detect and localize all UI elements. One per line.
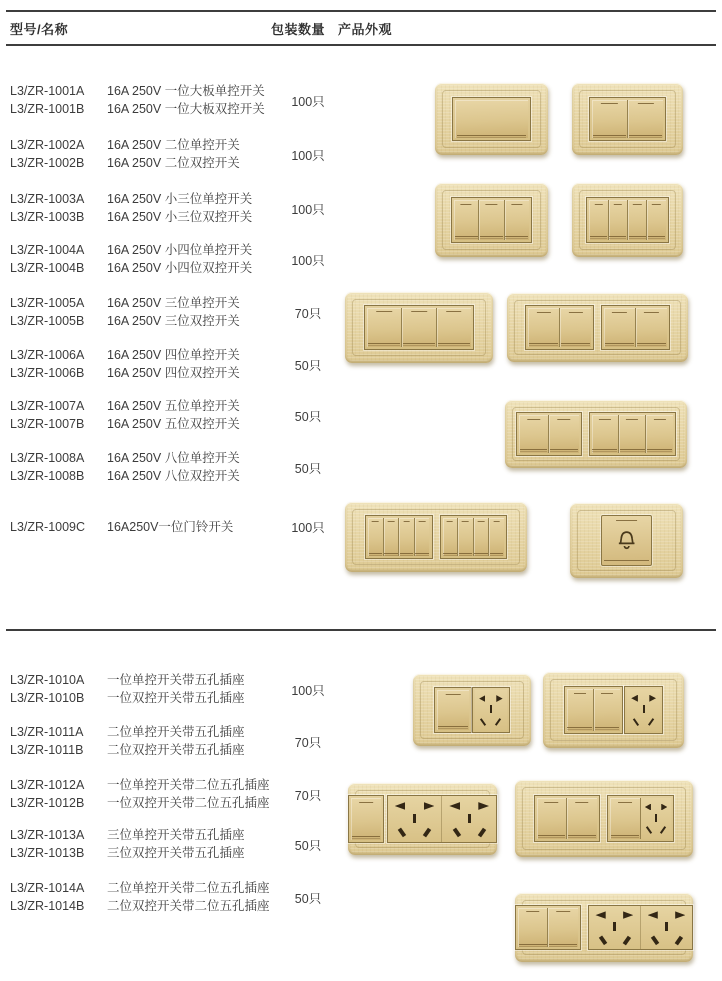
model-code: L3/ZR-1012A — [10, 778, 85, 792]
product-image-two-switch-with-socket — [543, 672, 684, 748]
table-row — [10, 294, 350, 330]
model-code: L3/ZR-1005B — [10, 314, 85, 328]
model-code: L3/ZR-1006A — [10, 348, 85, 362]
switch-rocker — [619, 415, 646, 453]
switch-rocker — [458, 518, 474, 557]
table-row — [10, 190, 350, 226]
switch-rocker — [443, 518, 459, 557]
model-code: L3/ZR-1005A — [10, 296, 85, 310]
model-code: L3/ZR-1009C — [10, 520, 86, 534]
switch-rocker — [647, 200, 665, 240]
pack-quantity: 100只 — [291, 521, 325, 535]
pack-quantity: 100只 — [291, 684, 325, 698]
pack-quantity: 50只 — [294, 892, 322, 906]
model-desc: 三位双控开关带五孔插座 — [107, 846, 245, 860]
switch-rocker — [367, 308, 402, 347]
switch-rocker — [351, 798, 381, 840]
model-code: L3/ZR-1008A — [10, 451, 85, 465]
model-desc: 16A 250V 小四位单控开关 — [107, 243, 253, 257]
pack-quantity: 100只 — [291, 95, 325, 109]
five-hole-socket — [442, 796, 496, 842]
model-code: L3/ZR-1007B — [10, 417, 85, 431]
five-hole-socket — [589, 906, 641, 950]
five-hole-socket — [641, 906, 692, 950]
model-desc: 一位单控开关带二位五孔插座 — [107, 778, 270, 792]
switch-rocker — [437, 690, 469, 730]
pack-quantity: 100只 — [291, 254, 325, 268]
five-hole-socket — [388, 796, 443, 842]
model-desc: 16A 250V 一位大板双控开关 — [107, 102, 265, 116]
product-image-one-gang-big-switch — [435, 83, 548, 155]
column-header-model: 型号/名称 — [10, 22, 69, 37]
switch-rocker — [505, 200, 529, 240]
switch-rocker — [537, 798, 567, 838]
switch-rocker — [437, 308, 471, 347]
model-desc: 16A 250V 八位双控开关 — [107, 469, 240, 483]
switch-rocker — [589, 200, 608, 240]
model-desc: 一位单控开关带五孔插座 — [107, 673, 245, 687]
switch-rocker — [628, 100, 663, 139]
five-hole-socket — [627, 689, 660, 730]
switch-rocker — [592, 100, 628, 139]
table-row — [10, 671, 350, 707]
model-code: L3/ZR-1013A — [10, 828, 85, 842]
product-image-five-gang-wide-switch — [505, 400, 687, 468]
table-row — [10, 82, 350, 118]
five-hole-socket — [641, 798, 671, 838]
model-code: L3/ZR-1012B — [10, 796, 85, 810]
model-code: L3/ZR-1011B — [10, 743, 84, 757]
model-code: L3/ZR-1014B — [10, 899, 85, 913]
doorbell-button — [601, 515, 653, 567]
model-desc: 16A250V一位门铃开关 — [107, 520, 234, 534]
model-desc: 16A 250V 一位大板单控开关 — [107, 84, 265, 98]
table-row — [10, 397, 350, 433]
switch-rocker — [399, 518, 415, 557]
switch-rocker — [402, 308, 437, 347]
switch-rocker — [518, 908, 548, 948]
pack-quantity: 70只 — [294, 789, 322, 803]
model-code: L3/ZR-1004A — [10, 243, 85, 257]
product-image-three-gang-wide-switch — [345, 292, 493, 363]
switch-rocker — [454, 200, 479, 240]
product-image-small-four-gang-switch — [572, 183, 683, 257]
model-code: L3/ZR-1006B — [10, 366, 85, 380]
switch-rocker — [474, 518, 490, 557]
table-row — [10, 449, 350, 485]
pack-quantity: 50只 — [294, 359, 322, 373]
switch-rocker — [610, 798, 641, 838]
pack-quantity: 50只 — [294, 462, 322, 476]
table-row — [10, 879, 350, 915]
model-desc: 16A 250V 八位单控开关 — [107, 451, 240, 465]
model-code: L3/ZR-1001B — [10, 102, 85, 116]
model-code: L3/ZR-1010A — [10, 673, 85, 687]
model-code: L3/ZR-1007A — [10, 399, 85, 413]
switch-rocker — [528, 308, 560, 346]
pack-quantity: 70只 — [294, 736, 322, 750]
model-desc: 16A 250V 四位双控开关 — [107, 366, 240, 380]
top-rule — [6, 10, 716, 12]
model-desc: 16A 250V 小四位双控开关 — [107, 261, 253, 275]
five-hole-socket — [475, 690, 507, 730]
model-desc: 16A 250V 五位单控开关 — [107, 399, 240, 413]
switch-rocker — [479, 200, 504, 240]
product-image-four-gang-wide-switch — [507, 293, 688, 362]
model-code: L3/ZR-1003B — [10, 210, 85, 224]
table-row — [10, 241, 350, 277]
switch-rocker — [415, 518, 430, 557]
switch-rocker — [384, 518, 400, 557]
product-image-eight-gang-wide-switch — [345, 502, 527, 572]
product-image-one-switch-with-double-socket — [348, 783, 497, 855]
table-row — [10, 723, 350, 759]
model-code: L3/ZR-1003A — [10, 192, 85, 206]
switch-rocker — [489, 518, 504, 557]
model-desc: 16A 250V 小三位双控开关 — [107, 210, 253, 224]
switch-rocker — [519, 415, 549, 453]
column-header-appearance: 产品外观 — [338, 22, 393, 37]
table-row — [10, 518, 350, 536]
product-image-two-gang-switch — [572, 83, 683, 155]
switch-rocker — [455, 100, 528, 139]
model-code: L3/ZR-1008B — [10, 469, 85, 483]
model-desc: 二位双控开关带五孔插座 — [107, 743, 245, 757]
column-header-quantity: 包装数量 — [271, 22, 326, 37]
section-divider-rule — [6, 629, 716, 631]
pack-quantity: 100只 — [291, 149, 325, 163]
bell-icon — [613, 527, 640, 554]
table-row — [10, 826, 350, 862]
switch-rocker — [628, 200, 647, 240]
model-desc: 一位双控开关带二位五孔插座 — [107, 796, 270, 810]
product-image-small-three-gang-switch — [435, 183, 548, 257]
switch-rocker — [604, 308, 636, 346]
switch-rocker — [609, 200, 628, 240]
switch-rocker — [549, 415, 578, 453]
switch-rocker — [567, 689, 594, 730]
product-image-doorbell-switch — [570, 503, 683, 578]
model-desc: 二位单控开关带五孔插座 — [107, 725, 245, 739]
pack-quantity: 50只 — [294, 839, 322, 853]
model-desc: 二位双控开关带二位五孔插座 — [107, 899, 270, 913]
header-rule — [6, 44, 716, 46]
switch-rocker — [560, 308, 591, 346]
model-code: L3/ZR-1014A — [10, 881, 85, 895]
product-image-two-switch-with-double-socket — [515, 893, 693, 962]
model-desc: 16A 250V 五位双控开关 — [107, 417, 240, 431]
model-desc: 16A 250V 二位单控开关 — [107, 138, 240, 152]
switch-rocker — [636, 308, 667, 346]
switch-rocker — [368, 518, 384, 557]
pack-quantity: 100只 — [291, 203, 325, 217]
model-desc: 16A 250V 三位双控开关 — [107, 314, 240, 328]
switch-rocker — [592, 415, 619, 453]
model-code: L3/ZR-1001A — [10, 84, 85, 98]
model-code: L3/ZR-1010B — [10, 691, 85, 705]
product-image-three-switch-with-socket — [515, 780, 693, 857]
product-image-one-switch-with-socket — [413, 674, 531, 746]
model-desc: 16A 250V 小三位单控开关 — [107, 192, 253, 206]
model-desc: 16A 250V 三位单控开关 — [107, 296, 240, 310]
table-row — [10, 136, 350, 172]
model-desc: 三位单控开关带五孔插座 — [107, 828, 245, 842]
pack-quantity: 70只 — [294, 307, 322, 321]
switch-rocker — [594, 689, 620, 730]
table-row — [10, 776, 350, 812]
model-code: L3/ZR-1002B — [10, 156, 85, 170]
model-code: L3/ZR-1011A — [10, 725, 84, 739]
switch-rocker — [646, 415, 672, 453]
table-row — [10, 346, 350, 382]
model-code: L3/ZR-1004B — [10, 261, 85, 275]
switch-rocker — [567, 798, 596, 838]
switch-rocker — [548, 908, 577, 948]
pack-quantity: 50只 — [294, 410, 322, 424]
model-desc: 16A 250V 二位双控开关 — [107, 156, 240, 170]
model-desc: 二位单控开关带二位五孔插座 — [107, 881, 270, 895]
model-desc: 16A 250V 四位单控开关 — [107, 348, 240, 362]
model-code: L3/ZR-1002A — [10, 138, 85, 152]
model-desc: 一位双控开关带五孔插座 — [107, 691, 245, 705]
model-code: L3/ZR-1013B — [10, 846, 85, 860]
